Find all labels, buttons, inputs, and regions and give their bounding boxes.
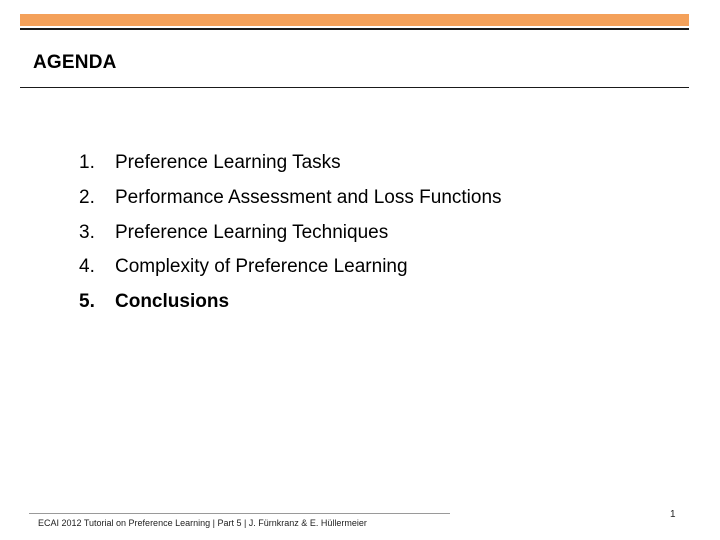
agenda-item-number: 3. xyxy=(79,221,95,243)
agenda-item-label: Complexity of Preference Learning xyxy=(115,256,408,278)
agenda-item-4 xyxy=(79,250,502,285)
agenda-item-5-current xyxy=(79,285,502,320)
accent-bar xyxy=(20,14,689,26)
slide-title: AGENDA xyxy=(33,52,117,73)
agenda-item-label: Preference Learning Techniques xyxy=(115,221,389,243)
agenda-item-label: Preference Learning Tasks xyxy=(115,152,341,174)
agenda-item-1 xyxy=(79,146,502,181)
agenda-item-label: Performance Assessment and Loss Functions xyxy=(115,187,502,209)
agenda-list xyxy=(79,146,502,319)
page-number: 1 xyxy=(670,509,676,520)
agenda-item-label: Conclusions xyxy=(115,291,230,313)
agenda-item-3 xyxy=(79,215,502,250)
top-divider xyxy=(20,28,689,30)
agenda-item-number: 1. xyxy=(79,152,95,174)
agenda-item-2 xyxy=(79,181,502,216)
agenda-item-number: 2. xyxy=(79,187,95,209)
footer-citation: ECAI 2012 Tutorial on Preference Learning | Part 5 | J. Fürnkranz & E. Hüllermeier xyxy=(38,518,367,528)
footer-divider xyxy=(29,513,450,514)
title-divider xyxy=(20,87,689,88)
agenda-item-number: 4. xyxy=(79,256,95,278)
agenda-item-number: 5. xyxy=(79,291,95,313)
